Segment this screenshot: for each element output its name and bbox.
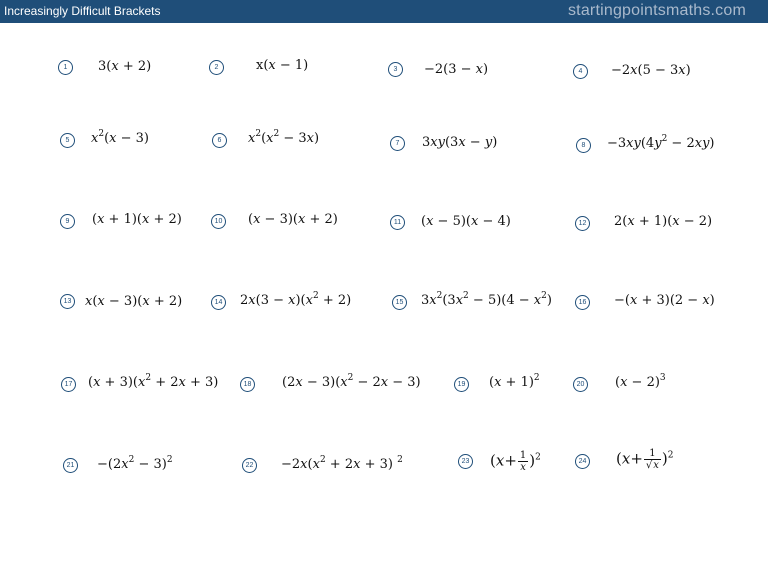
question-expression: $(x - 2)^3$ [615, 373, 666, 390]
question-expression: x(x − 3)(x + 2) [85, 294, 183, 309]
question-number: 10 [211, 214, 226, 229]
brand-logo-text: startingpointsmaths.com [567, 2, 746, 19]
question-expression: $x^2(x - 3)$ [91, 129, 149, 146]
question-number: 23 [458, 454, 473, 469]
page-title: Increasingly Difficult Brackets [4, 4, 161, 18]
question-number: 20 [573, 377, 588, 392]
question-number: 17 [61, 377, 76, 392]
question-expression: $x^2(x^2 - 3x)$ [248, 129, 320, 146]
question-expression: 3(x + 2) [98, 59, 152, 74]
question-expression: x(x − 1) [256, 58, 309, 73]
question-number: 15 [392, 295, 407, 310]
question-number: 1 [58, 60, 73, 75]
question-expression: 2(x + 1)(x − 2) [614, 214, 713, 229]
header-bar [0, 0, 768, 23]
question-expression: $(x + 1)^2$ [489, 373, 540, 390]
question-number: 22 [242, 458, 257, 473]
question-expression: $-(2x^2 - 3)^2$ [97, 455, 173, 472]
question-number: 14 [211, 295, 226, 310]
question-expression: (x + 1)(x + 2) [92, 212, 182, 227]
question-expression: $3x^2(3x^2 - 5)(4 - x^2)$ [421, 291, 552, 308]
question-number: 12 [575, 216, 590, 231]
question-number: 7 [390, 136, 405, 151]
question-expression: −2x(5 − 3x) [611, 63, 691, 78]
question-number: 3 [388, 62, 403, 77]
question-number: 6 [212, 133, 227, 148]
question-expression: −(x + 3)(2 − x) [614, 293, 715, 308]
question-expression: (x − 3)(x + 2) [248, 212, 338, 227]
question-expression: (x+ $\frac{1}{x}$ )$^2$ [490, 450, 541, 473]
question-expression: 3xy(3x − y) [422, 135, 498, 150]
question-number: 8 [576, 138, 591, 153]
question-expression: $-2x(x^2 + 2x + 3)$ $^2$ [281, 455, 403, 472]
question-expression: $2x(3 - x)(x^2 + 2)$ [240, 291, 352, 308]
question-number: 18 [240, 377, 255, 392]
question-expression: −2(3 − x) [424, 62, 489, 77]
question-number: 2 [209, 60, 224, 75]
question-number: 24 [575, 454, 590, 469]
question-number: 16 [575, 295, 590, 310]
question-number: 5 [60, 133, 75, 148]
question-number: 4 [573, 64, 588, 79]
question-expression: (x − 5)(x − 4) [421, 214, 511, 229]
question-expression: $(x + 3)(x^2 + 2x + 3)$ [88, 373, 219, 390]
question-number: 9 [60, 214, 75, 229]
question-number: 19 [454, 377, 469, 392]
question-number: 11 [390, 215, 405, 230]
question-number: 21 [63, 458, 78, 473]
question-number: 13 [60, 294, 75, 309]
question-expression: $(2x - 3)(x^2 - 2x - 3)$ [282, 373, 421, 390]
question-expression: (x+ $\frac{1}{√x}$ )$^2$ [616, 448, 674, 471]
question-expression: $-3xy(4y^2 - 2xy)$ [607, 134, 715, 151]
